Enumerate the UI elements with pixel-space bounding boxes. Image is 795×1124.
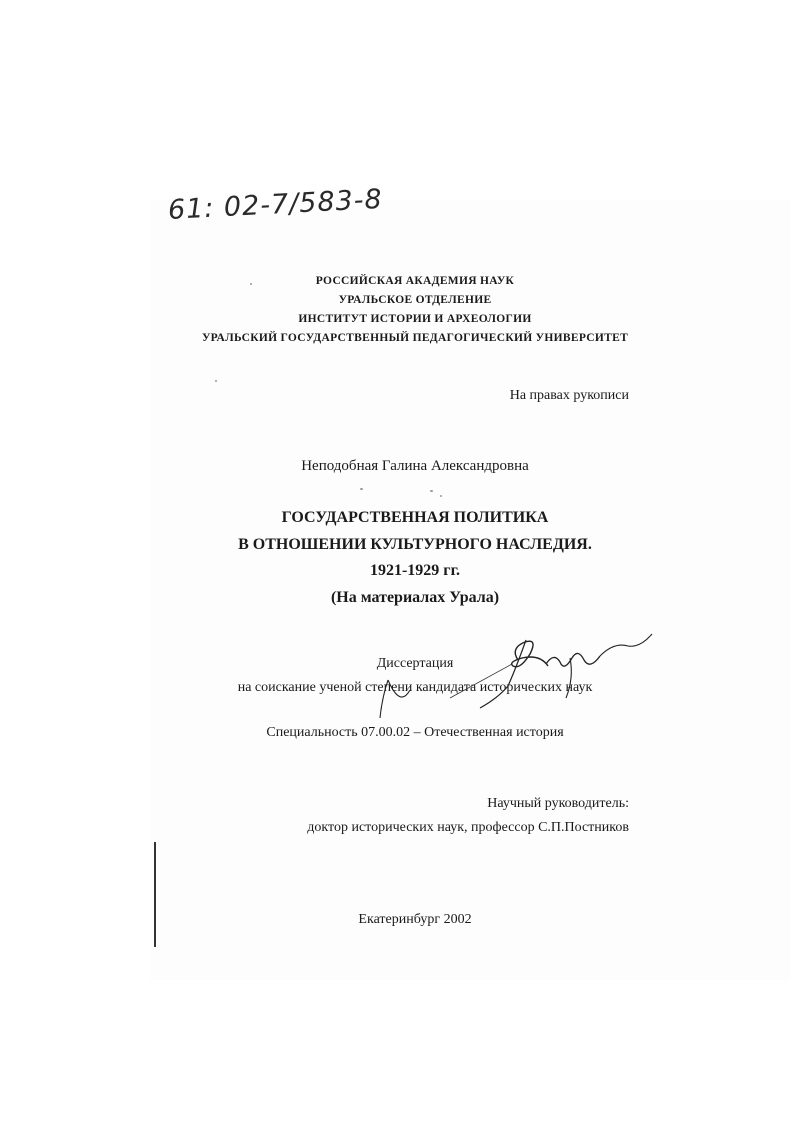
organization-block <box>150 272 680 348</box>
dissertation-title <box>150 505 680 611</box>
dissertation-type: Диссертация <box>376 656 454 671</box>
author-name: Неподобная Галина Александровна <box>301 458 529 474</box>
specialty-line: Специальность 07.00.02 – Отечественная история <box>266 725 564 740</box>
archive-code-handwritten: 61: 02-7/583-8 <box>167 183 384 226</box>
title-line: 1921-1929 гг. <box>369 562 461 579</box>
org-line: РОССИЙСКАЯ АКАДЕМИЯ НАУК <box>315 275 515 287</box>
title-line: (На материалах Урала) <box>330 588 500 606</box>
title-line: ГОСУДАРСТВЕННАЯ ПОЛИТИКА <box>281 509 549 526</box>
place-and-year: Екатеринбург 2002 <box>358 912 472 927</box>
org-line: УРАЛЬСКИЙ ГОСУДАРСТВЕННЫЙ ПЕДАГОГИЧЕСКИЙ УНИВЕРСИТЕТ <box>201 332 629 344</box>
scan-speck <box>440 495 442 497</box>
org-line: УРАЛЬСКОЕ ОТДЕЛЕНИЕ <box>338 294 492 306</box>
scan-speck <box>250 283 252 285</box>
scan-edge-mark <box>154 842 156 947</box>
scan-speck <box>360 488 363 490</box>
scan-speck <box>430 490 433 492</box>
handwritten-signature <box>370 618 660 728</box>
scan-speck <box>215 380 217 382</box>
supervisor-label: Научный руководитель: <box>487 796 629 811</box>
org-line: ИНСТИТУТ ИСТОРИИ И АРХЕОЛОГИИ <box>298 313 532 325</box>
degree-line: на соискание ученой степени кандидата исторических наук <box>237 680 593 695</box>
supervisor-name: доктор исторических наук, профессор С.П.Постников <box>307 820 629 835</box>
manuscript-note: На правах рукописи <box>509 388 629 403</box>
title-line: В ОТНОШЕНИИ КУЛЬТУРНОГО НАСЛЕДИЯ. <box>238 535 592 553</box>
